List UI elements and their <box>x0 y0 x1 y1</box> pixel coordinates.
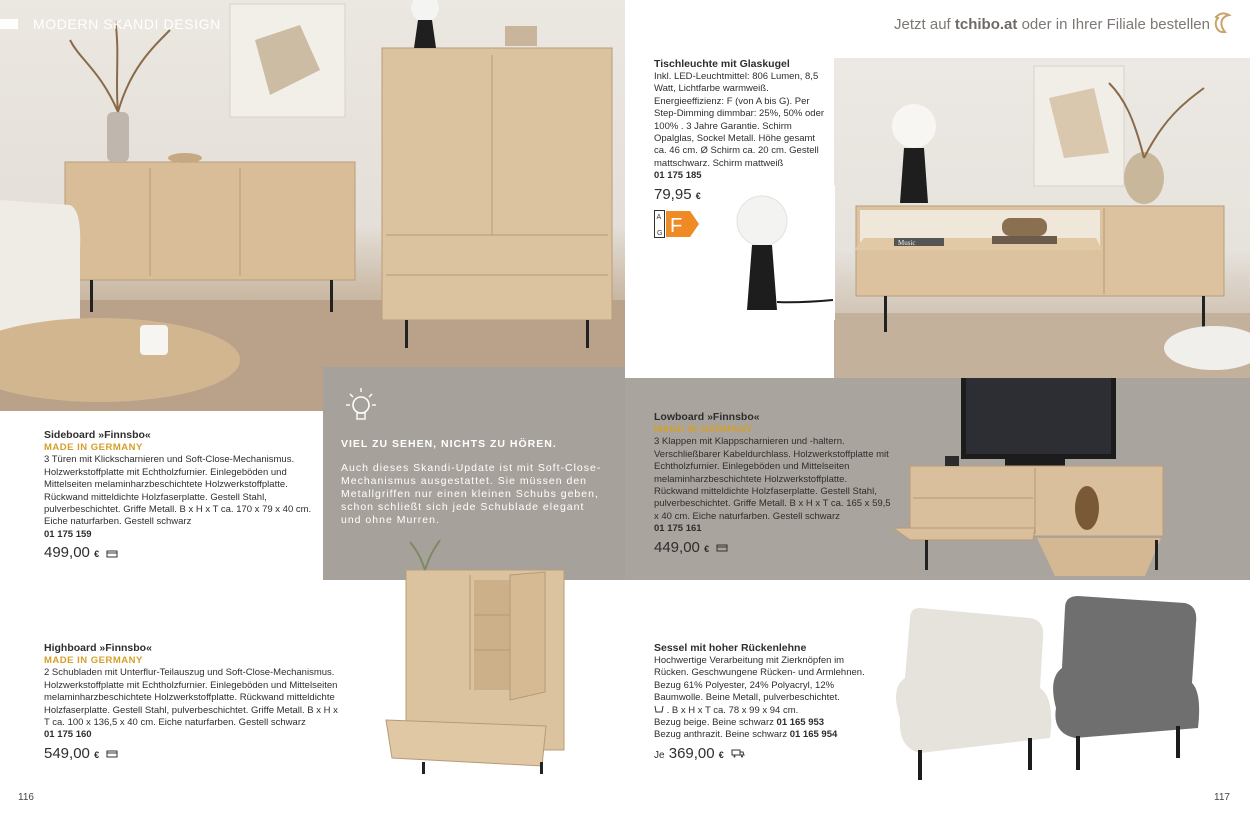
product-name: Highboard »Finnsbo« <box>44 642 152 654</box>
order-suffix: oder in Ihrer Filiale bestellen <box>1021 16 1210 33</box>
product-price <box>44 744 344 765</box>
price-value: 369,00 <box>668 744 715 762</box>
product-name: Sideboard »Finnsbo« <box>44 429 151 441</box>
currency-symbol: € <box>94 549 100 560</box>
living-room-photo-sideboard-highboard <box>0 0 625 411</box>
tchibo-coffee-bean-icon <box>1212 12 1232 34</box>
armchairs-product-image <box>880 588 1200 788</box>
price-value: 449,00 <box>654 538 700 556</box>
living-room-photo-lowboard-lamp <box>834 58 1250 378</box>
sideboard-product-info <box>44 429 334 564</box>
lowboard-product-info <box>654 411 894 559</box>
energy-label-icon <box>654 210 700 238</box>
highboard-product-image <box>370 540 570 780</box>
made-in-germany-label: MADE IN GERMANY <box>654 424 753 435</box>
lightbulb-icon <box>341 386 381 424</box>
variant-label: Bezug beige. Beine schwarz <box>654 717 774 729</box>
variant-anthracite <box>654 729 874 741</box>
product-description: Hochwertige Verarbeitung mit Zierknöpfen im Rücken. Geschwungene Rücken- und Armlehnen. Bezug 61% Polyester, 24% Polyacryl, 12% Baumwolle. Beine Metall, pulverbeschichtet. <box>654 655 865 704</box>
lamp-product-info <box>654 58 829 238</box>
parcel-delivery-icon <box>106 749 118 758</box>
page-number-right: 117 <box>1214 792 1230 803</box>
made-in-germany-label: MADE IN GERMANY <box>44 442 143 453</box>
product-price <box>44 543 334 564</box>
article-number: 01 175 161 <box>654 523 702 535</box>
truck-delivery-icon <box>731 749 745 758</box>
parcel-delivery-icon <box>106 549 118 558</box>
currency-symbol: € <box>718 749 724 760</box>
product-description: 3 Türen mit Klickscharnieren und Soft-Close-Mechanismus. Holzwerkstoffplatte mit Echtholzfurnier. Einlegeböden und Mittelseiten melaminharzbeschichtete Holzwerkstoffplatte. Rückwand mitteldichte Holzfaserplatte. Gestell Stahl, pulverbeschichtet. Griffe Metall. B x H x T ca. 170 x 79 x 40 cm. Eiche naturfarben. Gestell schwarz <box>44 454 312 528</box>
parcel-delivery-icon <box>716 543 728 552</box>
page-number-left: 116 <box>18 792 34 803</box>
armchair-product-info <box>654 642 874 766</box>
product-dimensions <box>654 705 874 717</box>
energy-class: F <box>670 214 683 237</box>
product-price <box>654 538 894 559</box>
price-value: 549,00 <box>44 744 90 762</box>
order-prefix: Jetzt auf <box>894 16 951 33</box>
article-number: 01 175 159 <box>44 528 92 540</box>
washing-care-icon <box>654 705 664 713</box>
order-site-link[interactable]: tchibo.at <box>954 16 1018 33</box>
product-name: Lowboard »Finnsbo« <box>654 411 760 423</box>
currency-symbol: € <box>94 749 100 760</box>
price-value: 79,95 <box>654 185 692 203</box>
price-value: 499,00 <box>44 544 90 562</box>
section-title: MODERN SKANDI DESIGN <box>33 16 221 32</box>
room-illustration-right <box>834 58 1250 378</box>
music-book-label: Music <box>898 239 916 247</box>
article-number: 01 165 953 <box>776 717 825 729</box>
dimensions-text: . B x H x T ca. 78 x 99 x 94 cm. <box>666 704 799 716</box>
article-number: 01 175 185 <box>654 170 702 182</box>
product-description: Inkl. LED-Leuchtmittel: 806 Lumen, 8,5 Watt, Lichtfarbe warmweiß. Energieeffizienz: F (von A bis G). Per Step-Dimming dimmbar: 25%, 50% oder 100% . 3 Jahre Garantie. Schirm Opalglas, Sockel Metall. Höhe gesamt ca. 46 cm. Ø Schirm ca. 20 cm. Gestell mattschwarz. Schirm mattweiß <box>654 71 825 169</box>
product-price <box>654 185 829 206</box>
energy-scale-bottom: G <box>657 229 663 237</box>
room-illustration <box>0 0 625 411</box>
header-marker <box>0 19 18 29</box>
order-info <box>894 16 1210 33</box>
product-name: Sessel mit hoher Rückenlehne <box>654 642 807 654</box>
variant-beige <box>654 717 874 729</box>
quote-block <box>341 438 606 527</box>
currency-symbol: € <box>695 190 701 201</box>
energy-scale-top: A <box>656 213 662 221</box>
price-prefix: Je <box>654 749 665 761</box>
article-number: 01 165 954 <box>789 729 838 741</box>
highboard-product-info <box>44 642 344 765</box>
article-number: 01 175 160 <box>44 729 92 741</box>
made-in-germany-label: MADE IN GERMANY <box>44 655 143 666</box>
variant-label: Bezug anthrazit. Beine schwarz <box>654 729 788 741</box>
product-price <box>654 744 874 766</box>
product-description: 2 Schubladen mit Unterflur-Teilauszug und Soft-Close-Mechanismus. Holzwerkstoffplatte mit Echtholzfurnier. Einlegeböden und Mittelseiten melaminharzbeschichtete Holzwerkstoffplatte. Rückwand mitteldichte Holzfaserplatte. Gestell Stahl, pulverbeschichtet. Griffe Metall. B x H x T ca. 100 x 136,5 x 40 cm. Eiche naturfarben. Gestell schwarz <box>44 667 338 729</box>
quote-body: Auch dieses Skandi-Update ist mit Soft-Close-Mechanismus ausgestattet. Sie müssen den Metallgriffen nur einen kleinen Schubs geben, schon schließt sich jede Schublade elegant und ohne Murren. <box>341 462 602 526</box>
quote-headline: VIEL ZU SEHEN, NICHTS ZU HÖREN. <box>341 438 557 450</box>
product-description: 3 Klappen mit Klappscharnieren und -haltern. Verschließbarer Kabeldurchlass. Holzwerkstoffplatte mit Echtholzfurnier. Einlegeböden und Mittelseiten melaminharzbeschichtete Holzwerkstoffplatte. Rückwand mitteldichte Holzfaserplatte. Gestell Stahl, pulverbeschichtet. Griffe Metall. B x H x T ca. 165 x 59,5 x 40 cm. Eiche naturfarben. Gestell schwarz <box>654 436 891 522</box>
currency-symbol: € <box>704 543 710 554</box>
product-name: Tischleuchte mit Glaskugel <box>654 58 790 70</box>
